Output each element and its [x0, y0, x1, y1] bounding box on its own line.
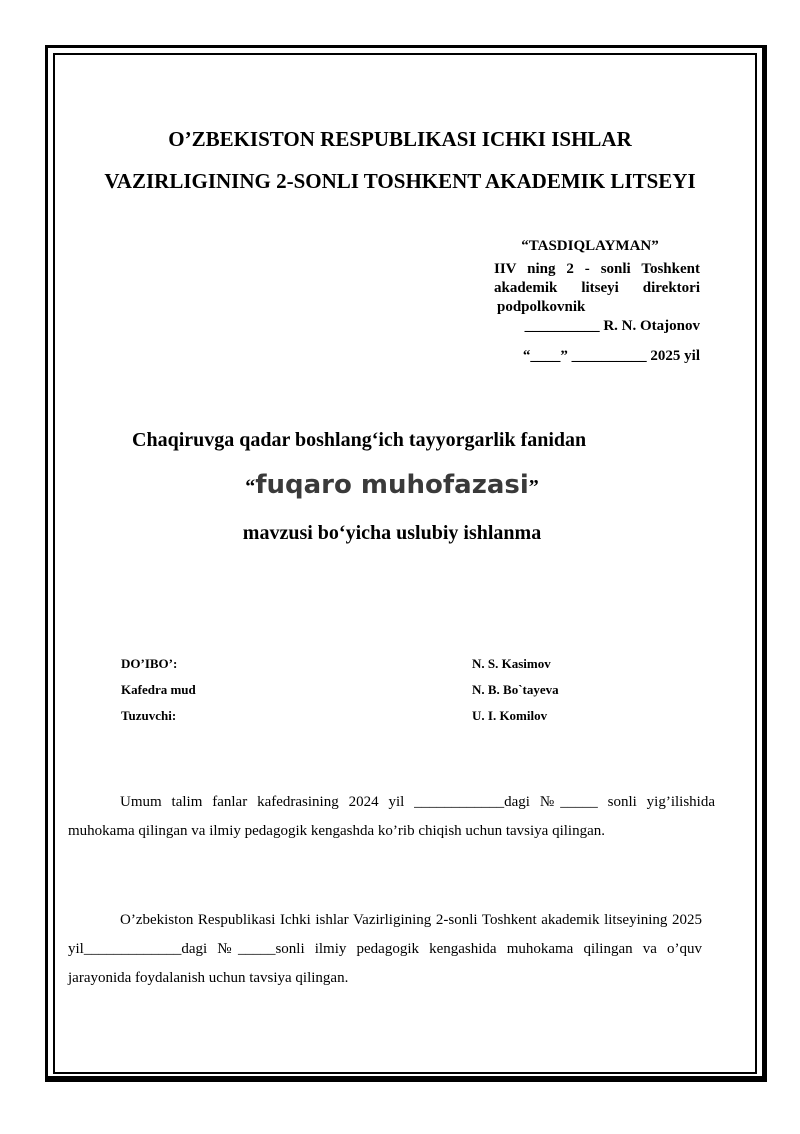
topic-open-quote: “: [245, 476, 256, 498]
recommendation-paragraph-1: [68, 788, 715, 846]
page-border-bottom-shadow: [45, 1076, 765, 1082]
institution-title-line2: VAZIRLIGINING 2-SONLI TOSHKENT AKADEMIK LITSEYI: [104, 169, 696, 193]
approval-line-1: IIV ning 2 - sonli Toshkent: [494, 261, 700, 277]
topic-intro: Chaqiruvga qadar boshlang‘ich tayyorgarlik fanidan: [132, 429, 587, 451]
signature-role-1: DO’IBO’:: [121, 656, 178, 671]
topic-close-quote: ”: [528, 476, 539, 498]
recommendation-paragraph-2-text: O’zbekiston Respublikasi Ichki ishlar Vazirligining 2-sonli Toshkent akademik litseyining 2025 yil_____________dagi №_____sonli ilmiy pedagogik kengashida muhokama qilingan va o’quv jarayonida foydalanish uchun tavsiya qilingan.: [68, 912, 702, 986]
signature-role-2: Kafedra mud: [121, 682, 196, 697]
recommendation-paragraph-1-text: Umum talim fanlar kafedrasining 2024 yil ____________dagi №_____ sonli yig’ilishida muhokama qilingan va ilmiy pedagogik kengashda ko’rib chiqish uchun tavsiya qilingan.: [68, 794, 715, 839]
signature-name-2: N. B. Bo`tayeva: [472, 682, 559, 697]
topic-subtitle: mavzusi bo‘yicha uslubiy ishlanma: [242, 522, 542, 544]
approval-line-2: akademik litseyi direktori: [494, 280, 700, 296]
signature-role-3: Tuzuvchi:: [121, 708, 177, 723]
recommendation-paragraph-2: [68, 906, 702, 993]
approval-date-line: “____” __________ 2025 yil: [522, 348, 700, 364]
signature-name-1: N. S. Kasimov: [472, 656, 551, 671]
page-border-right-shadow: [762, 45, 767, 1082]
approval-signature-line: __________ R. N. Otajonov: [524, 318, 700, 334]
approval-title: “TASDIQLAYMAN”: [521, 238, 659, 254]
institution-title-line1: O’ZBEKISTON RESPUBLIKASI ICHKI ISHLAR: [168, 127, 632, 151]
topic-title-text: fuqaro muhofazasi: [255, 470, 529, 500]
topic-title: [200, 470, 584, 500]
signature-name-3: U. I. Komilov: [472, 708, 548, 723]
approval-line-3: podpolkovnik: [497, 299, 586, 315]
